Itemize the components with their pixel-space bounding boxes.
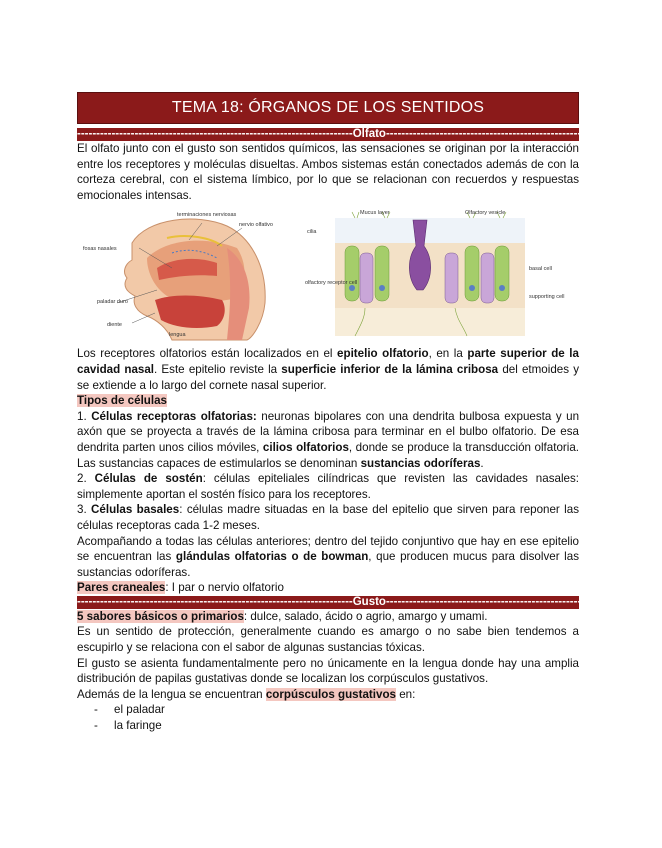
gusto-paragraph-3: Además de la lengua se encuentran corpúsculos gustativos en: [77, 687, 416, 701]
fig2-label-basal: basal cell [529, 266, 552, 273]
fig1-label-nervio: nervio olfativo [239, 222, 273, 229]
fig1-label-fosas: fosas nasales [83, 246, 117, 253]
gusto-paragraph-1: Es un sentido de protección, generalmente cuando es amargo o no sabe bien tendemos a escupirlo y se relaciona con el sabor de algunas sustancias tóxicas. [77, 625, 579, 655]
document-page [77, 92, 662, 734]
section-dashes-left: ------------------------------------------------------------------------ [77, 128, 353, 140]
section-title-gusto: Gusto [352, 595, 386, 608]
list-item: - la faringe [94, 719, 162, 733]
section-title-olfato: Olfato [352, 128, 386, 140]
list-item: - el paladar [94, 703, 165, 717]
fig2-label-cilia: cilia [307, 229, 317, 236]
fig2-label-mucus: Mucus layer [360, 210, 390, 217]
fig1-label-lengua: lengua [169, 332, 186, 339]
section-dashes-left: ------------------------------------------------------------------------ [77, 595, 353, 608]
celulas-basales-item: 3. Células basales: células madre situadas en la base del epitelio que sirven para reponer las células receptoras cada 1-2 meses. [77, 503, 579, 532]
figures-row [77, 208, 579, 340]
sabores-line: 5 sabores básicos o primarios: dulce, salado, ácido o agrio, amargo y umami. [77, 609, 488, 623]
fig1-label-terminaciones: terminaciones nerviosas [177, 212, 237, 219]
section-dashes-right: ------------------------------------------------------------------------ [385, 128, 662, 140]
olfactory-epithelium-figure [305, 208, 565, 340]
pares-craneales-line: Pares craneales: I par o nervio olfatorio [77, 581, 284, 595]
section-header-gusto [77, 595, 662, 609]
fig2-label-vesicle: Olfactory vesicle [465, 210, 506, 217]
celulas-receptoras-item: 1. Células receptoras olfatorias: neuronas bipolares con una dendrita bulbosa expuesta y un axón que se proyecta a través de la lámina cribosa para terminar en el bulbo olfatorio. De esa dendrita parten unos cilios móviles, cilios olfatorios, donde se produce la transducción olfatoria. Las sustancias capaces de estimularlos se denominan sustancias odoríferas. [77, 409, 580, 470]
gusto-paragraph-2: El gusto se asienta fundamentalmente pero no únicamente en la lengua donde hay una amplia distribución de papilas gustativas donde se localizan los corpúsculos gustativos. [77, 656, 579, 686]
receptores-paragraph: Los receptores olfatorios están localizados en el epitelio olfatorio, en la parte superior de la cavidad nasal. Este epitelio reviste la superficie inferior de la lámina cribosa del etmoides y se extiende a lo largo del cornete nasal superior. [77, 347, 580, 392]
glandulas-paragraph: Acompañando a todas las células anteriores; dentro del tejido conjuntivo que hay en ese epitelio se encuentran las glándulas olfatorias o de bowman, que producen mucus para disolver las sustancias odoríferas. [77, 534, 579, 579]
nasal-cavity-figure [77, 208, 292, 340]
fig2-label-supporting: supporting cell [529, 294, 565, 301]
page-title: TEMA 18: ÓRGANOS DE LOS SENTIDOS [77, 92, 579, 124]
celulas-sosten-item: 2. Células de sostén: células epiteliales cilíndricas que revisten las cavidades nasales: simplemente aportan el sostén físico para los receptores. [77, 472, 579, 501]
fig1-label-paladar: paladar duro [97, 299, 128, 306]
section-header-olfato [77, 128, 662, 141]
corpusculos-list [77, 702, 579, 733]
section-dashes-right: ------------------------------------------------------------------------ [385, 595, 662, 608]
tipos-heading: Tipos de células [77, 394, 167, 408]
fig1-label-diente: diente [107, 322, 122, 329]
fig2-label-receptor: olfactory receptor cell [305, 280, 358, 287]
olfato-intro: El olfato junto con el gusto son sentidos químicos, las sensaciones se originan por la interacción entre los receptores y moléculas disueltas. Ambos sistemas están conectados además de con la corteza cerebral, con el sistema límbico, por lo que se relacionan con recuerdos y respuestas emocionales intensas. [77, 142, 579, 202]
